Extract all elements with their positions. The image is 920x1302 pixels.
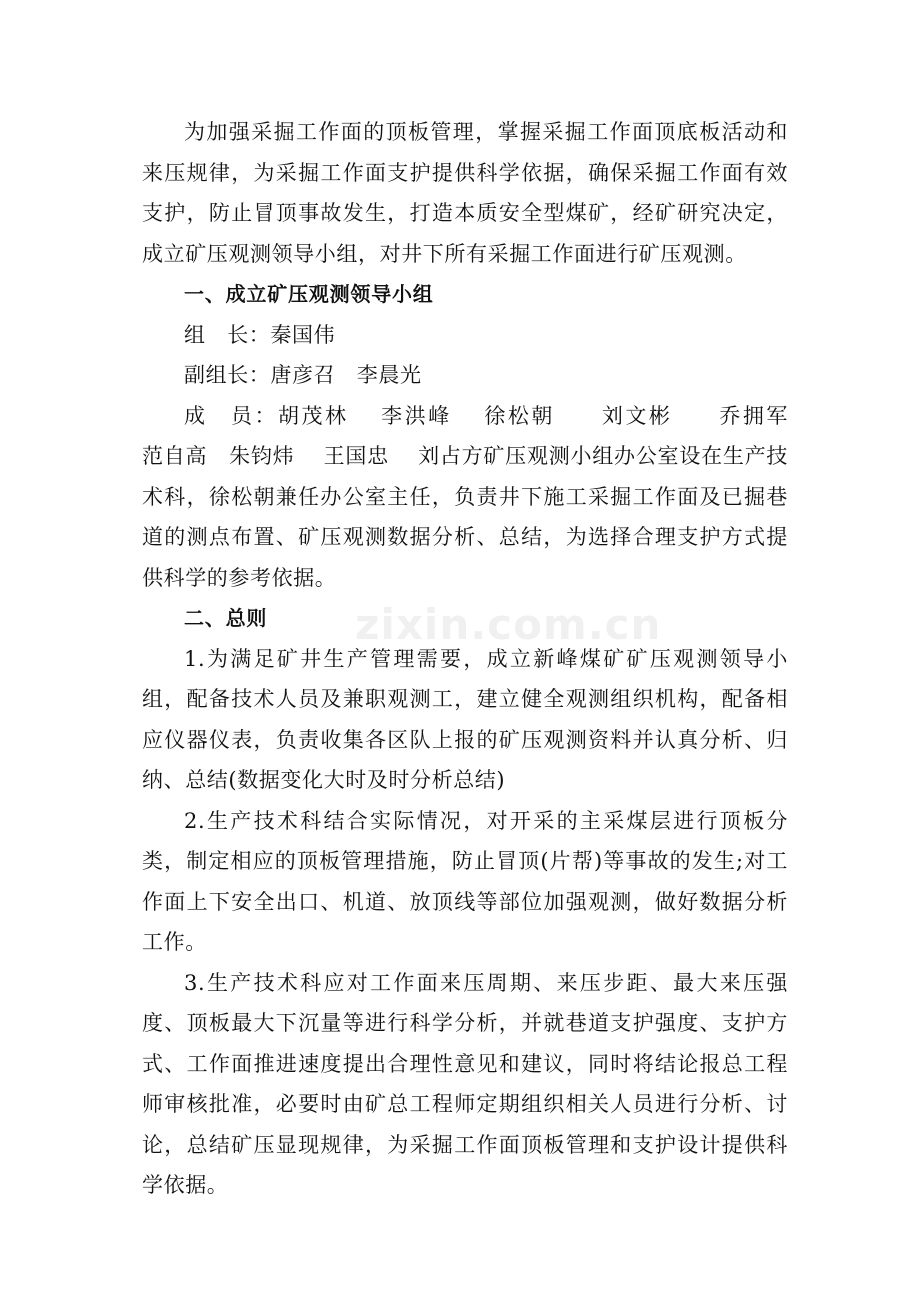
intro-paragraph: 为加强采掘工作面的顶板管理，掌握采掘工作面顶底板活动和来压规律，为采掘工作面支护提供科学依据，确保采掘工作面有效支护，防止冒顶事故发生，打造本质安全型煤矿，经矿研究决定，成立矿压观测领导小组，对井下所有采掘工作面进行矿压观测。	[142, 120, 788, 266]
members-paragraph: 成 员：胡茂林 李洪峰 徐松朝 刘文彬 乔拥军 范自高 朱钧炜 王国忠 刘占方矿压观测小组办公室设在生产技术科，徐松朝兼任办公室主任，负责井下施工采掘工作面及已掘巷道的测点布置、矿压观测数据分析、总结，为选择合理支护方式提供科学的参考依据。	[142, 403, 817, 590]
document-body	[142, 112, 817, 1206]
section-heading-general-rules: 二、总则	[184, 606, 268, 630]
rule-1-paragraph: 1.为满足矿井生产管理需要，成立新峰煤矿矿压观测领导小组，配备技术人员及兼职观测工，建立健全观测组织机构，配备相应仪器仪表，负责收集各区队上报的矿压观测资料并认真分析、归纳、总结(数据变化大时及时分析总结)	[142, 646, 788, 792]
section-heading-leadership-group: 一、成立矿压观测领导小组	[184, 282, 434, 306]
watermark: zixin.com.cn	[355, 600, 662, 649]
deputy-leader-line: 副组长：唐彦召 李晨光	[184, 363, 422, 387]
rule-3-paragraph: 3.生产技术科应对工作面来压周期、来压步距、最大来压强度、顶板最大下沉量等进行科学分析，并就巷道支护强度、支护方式、工作面推进速度提出合理性意见和建议，同时将结论报总工程师审核批准，必要时由矿总工程师定期组织相关人员进行分析、讨论，总结矿压显现规律，为采掘工作面顶板管理和支护设计提供科学依据。	[142, 970, 788, 1197]
rule-2-paragraph: 2.生产技术科结合实际情况，对开采的主采煤层进行顶板分类，制定相应的顶板管理措施，防止冒顶(片帮)等事故的发生;对工作面上下安全出口、机道、放顶线等部位加强观测，做好数据分析工作。	[142, 808, 788, 954]
group-leader-line: 组 长：秦国伟	[184, 322, 336, 347]
